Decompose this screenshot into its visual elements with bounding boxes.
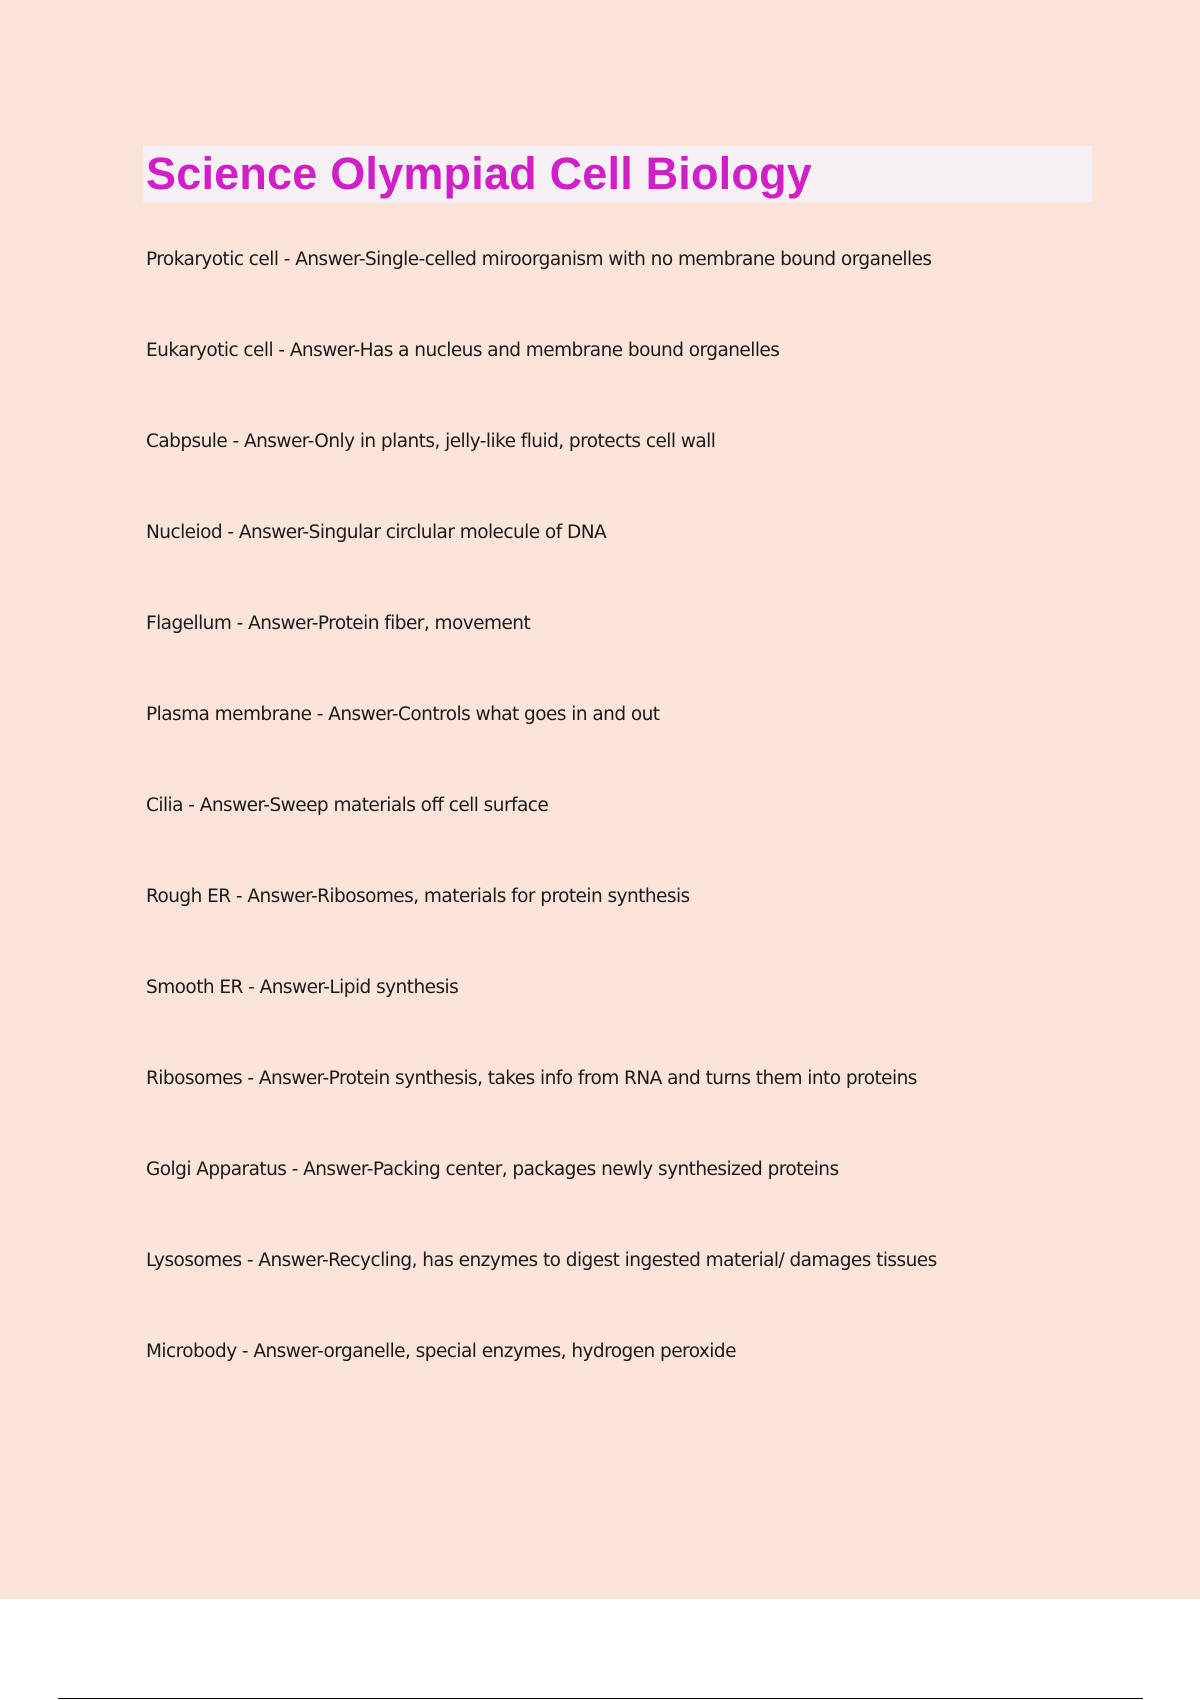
footer-rule	[58, 1698, 1143, 1699]
qa-entry-nucleoid: Nucleiod - Answer-Singular circlular molecule of DNA	[146, 522, 607, 543]
qa-entry-plasma-membrane: Plasma membrane - Answer-Controls what goes in and out	[146, 704, 660, 725]
qa-entry-smooth-er: Smooth ER - Answer-Lipid synthesis	[146, 977, 459, 998]
qa-entry-microbody: Microbody - Answer-organelle, special enzymes, hydrogen peroxide	[146, 1341, 736, 1362]
qa-entry-cilia: Cilia - Answer-Sweep materials off cell surface	[146, 795, 549, 816]
qa-entry-lysosomes: Lysosomes - Answer-Recycling, has enzymes to digest ingested material/ damages tissues	[146, 1250, 937, 1271]
qa-entry-capsule: Cabpsule - Answer-Only in plants, jelly-like fluid, protects cell wall	[146, 431, 716, 452]
qa-entry-flagellum: Flagellum - Answer-Protein fiber, movement	[146, 613, 531, 634]
qa-entry-eukaryotic-cell: Eukaryotic cell - Answer-Has a nucleus and membrane bound organelles	[146, 340, 780, 361]
document-title: Science Olympiad Cell Biology	[146, 148, 812, 199]
qa-entry-prokaryotic-cell: Prokaryotic cell - Answer-Single-celled miroorganism with no membrane bound organelles	[146, 249, 932, 270]
qa-entry-golgi-apparatus: Golgi Apparatus - Answer-Packing center, packages newly synthesized proteins	[146, 1159, 839, 1180]
qa-entry-rough-er: Rough ER - Answer-Ribosomes, materials for protein synthesis	[146, 886, 690, 907]
qa-entry-ribosomes: Ribosomes - Answer-Protein synthesis, takes info from RNA and turns them into proteins	[146, 1068, 917, 1089]
qa-list	[146, 246, 1146, 1429]
